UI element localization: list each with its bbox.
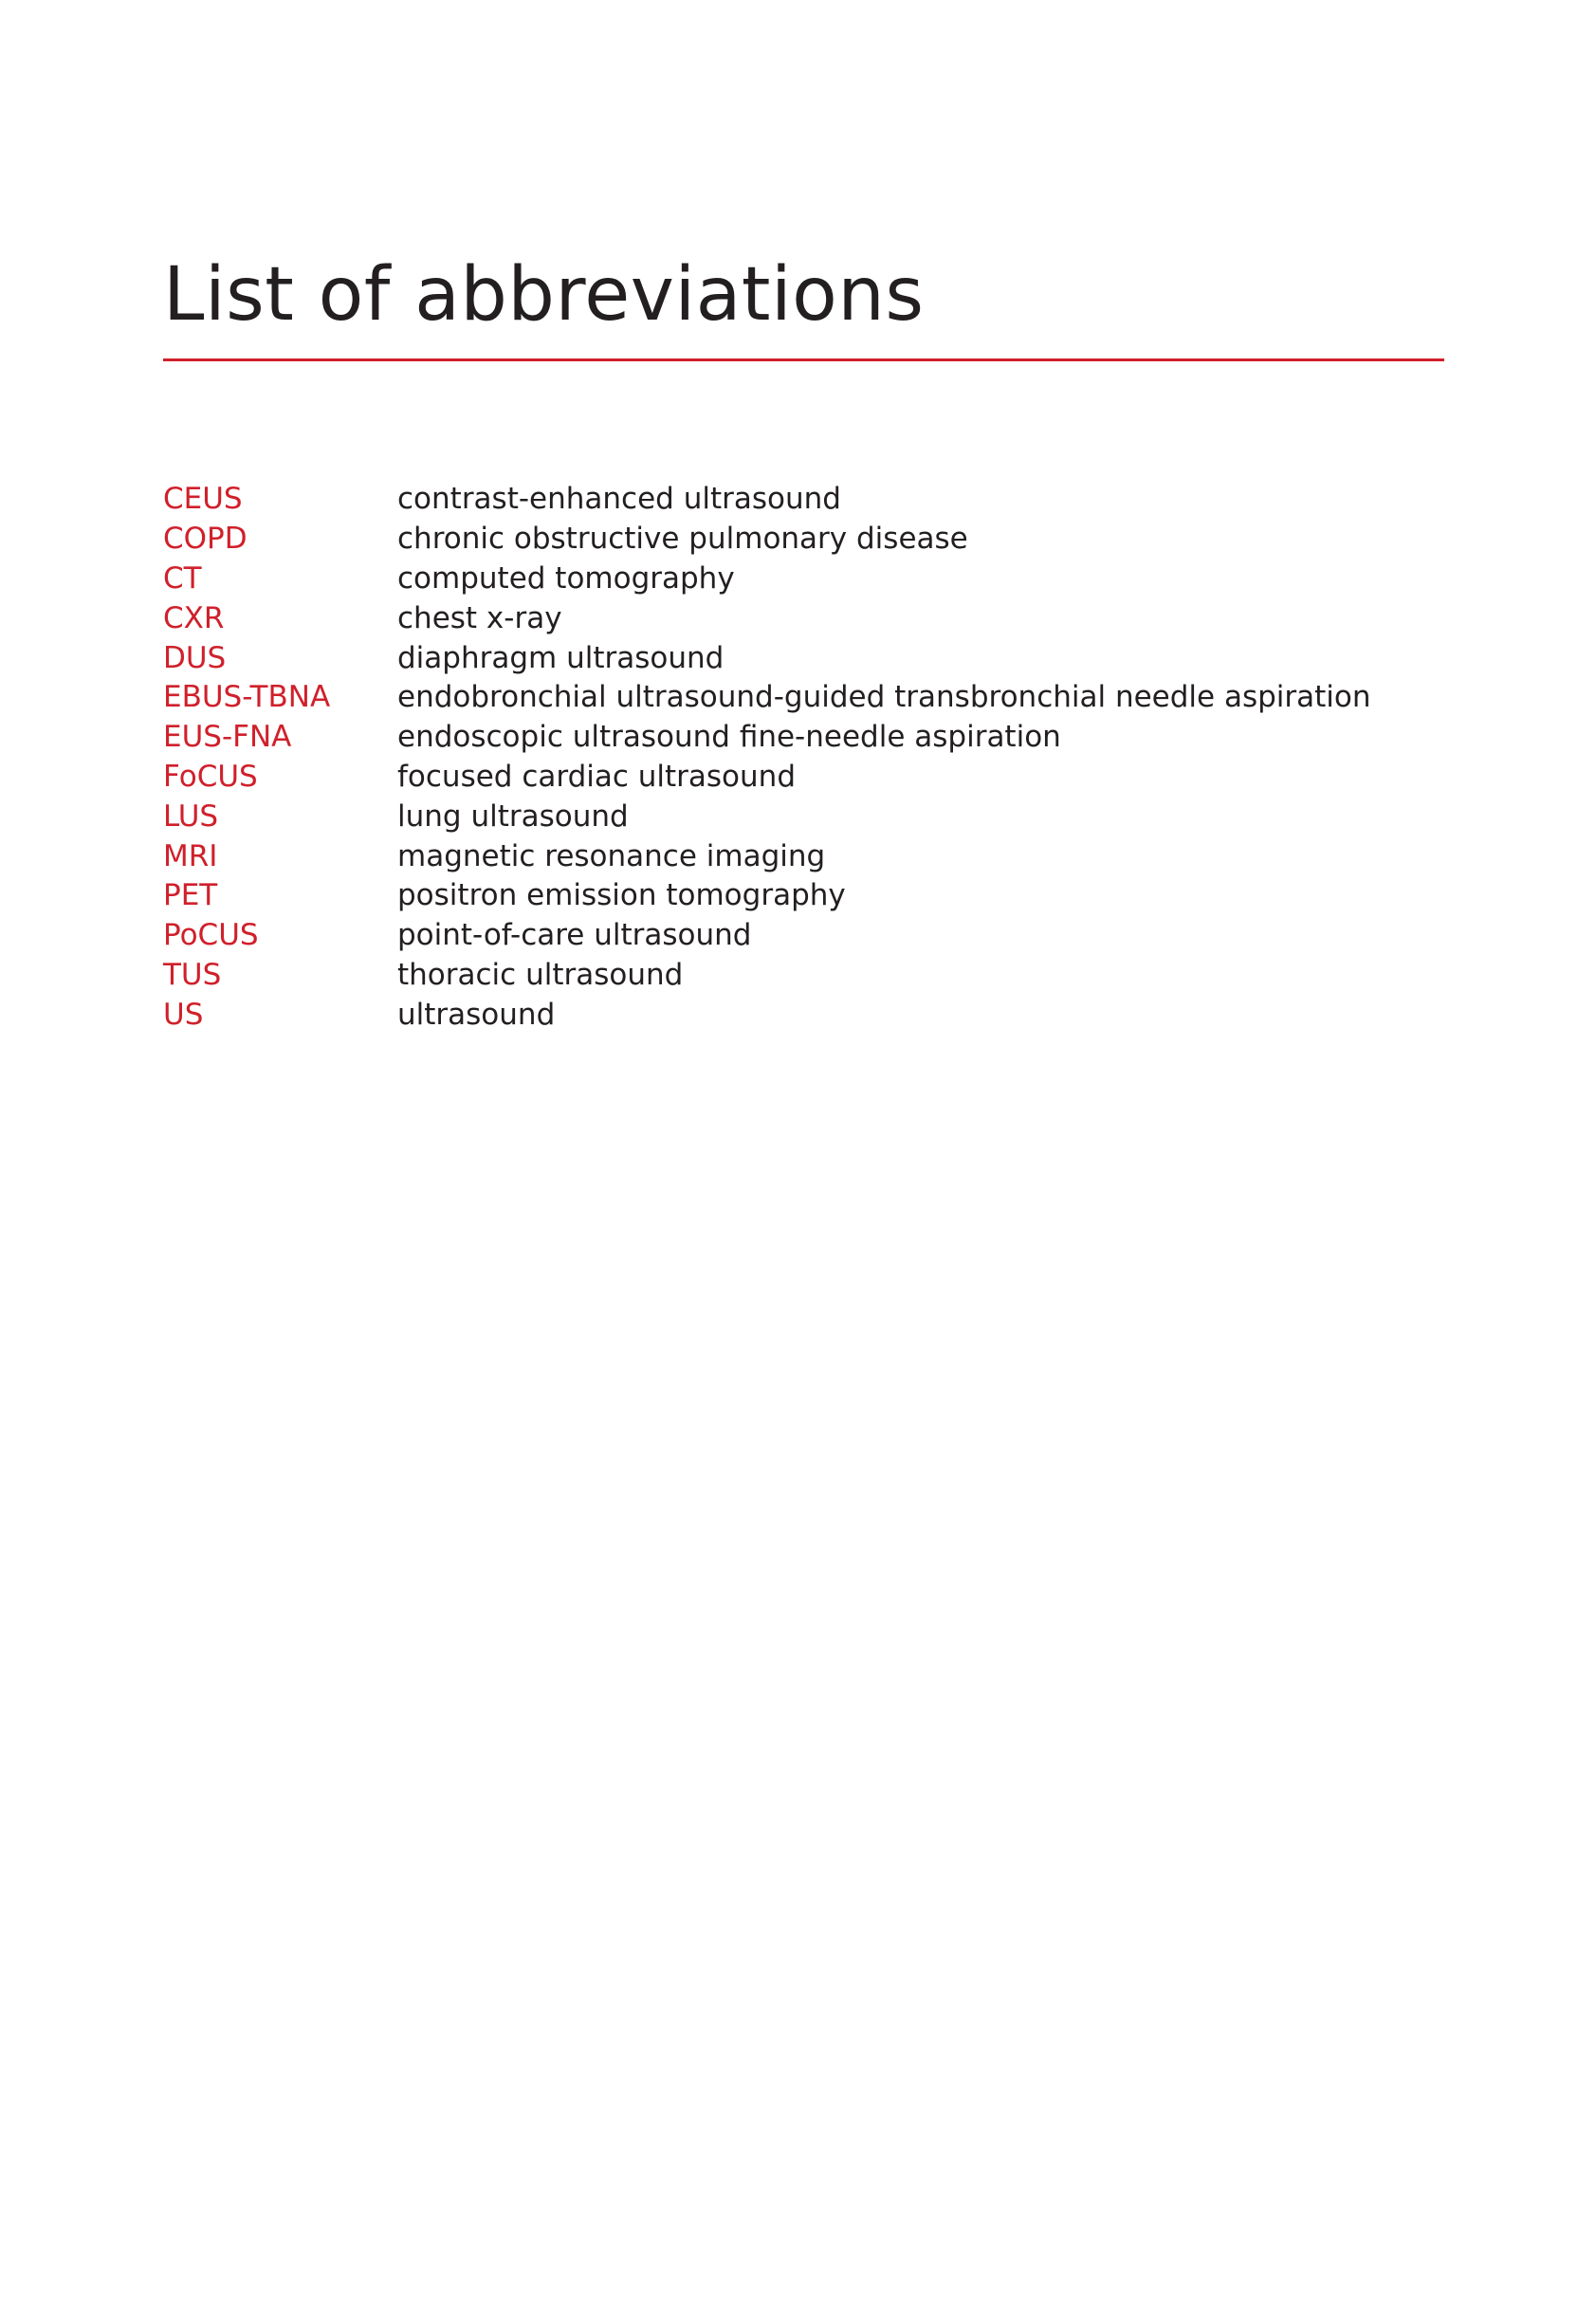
abbreviation-row — [163, 638, 1371, 678]
abbreviation-definition: ultrasound — [397, 997, 556, 1032]
abbreviation-definition: magnetic resonance imaging — [397, 838, 826, 873]
abbreviation-row — [163, 916, 1371, 956]
abbreviation-definition: endoscopic ultrasound fine-needle aspiration — [397, 720, 1061, 755]
abbreviation-term: PET — [163, 878, 218, 913]
abbreviation-term: COPD — [163, 522, 248, 557]
abbreviation-row — [163, 956, 1371, 996]
abbreviation-definition: endobronchial ultrasound-guided transbronchial needle aspiration — [397, 680, 1371, 715]
abbreviation-term: TUS — [163, 957, 222, 992]
abbreviation-row — [163, 876, 1371, 916]
abbreviation-term: FoCUS — [163, 759, 258, 794]
abbreviation-term: DUS — [163, 640, 227, 675]
abbreviation-row — [163, 995, 1371, 1035]
abbreviation-definition: thoracic ultrasound — [397, 957, 684, 992]
abbreviation-definition: computed tomography — [397, 560, 735, 596]
abbreviation-row — [163, 560, 1371, 599]
abbreviation-term: EBUS-TBNA — [163, 680, 331, 715]
abbreviation-row — [163, 718, 1371, 758]
abbreviation-row — [163, 836, 1371, 876]
abbreviation-list — [163, 480, 1371, 1035]
abbreviation-row — [163, 520, 1371, 560]
abbreviation-row — [163, 758, 1371, 798]
abbreviation-term: PoCUS — [163, 918, 259, 953]
page-title: List of abbreviations — [163, 252, 925, 338]
abbreviation-term: EUS-FNA — [163, 720, 292, 755]
abbreviation-definition: chronic obstructive pulmonary disease — [397, 522, 968, 557]
title-underline — [163, 358, 1444, 361]
abbreviation-definition: focused cardiac ultrasound — [397, 759, 796, 794]
abbreviation-definition: diaphragm ultrasound — [397, 640, 725, 675]
abbreviation-term: US — [163, 997, 204, 1032]
abbreviation-row — [163, 797, 1371, 836]
abbreviation-definition: contrast-enhanced ultrasound — [397, 482, 841, 517]
abbreviation-term: LUS — [163, 799, 219, 834]
abbreviation-definition: chest x-ray — [397, 600, 562, 635]
abbreviation-row — [163, 598, 1371, 638]
abbreviation-term: CEUS — [163, 482, 243, 517]
abbreviation-row — [163, 678, 1371, 718]
abbreviation-definition: lung ultrasound — [397, 799, 629, 834]
abbreviation-term: CT — [163, 560, 202, 596]
abbreviation-term: MRI — [163, 838, 218, 873]
abbreviation-definition: point-of-care ultrasound — [397, 918, 752, 953]
abbreviation-row — [163, 480, 1371, 520]
abbreviation-definition: positron emission tomography — [397, 878, 846, 913]
abbreviation-term: CXR — [163, 600, 225, 635]
